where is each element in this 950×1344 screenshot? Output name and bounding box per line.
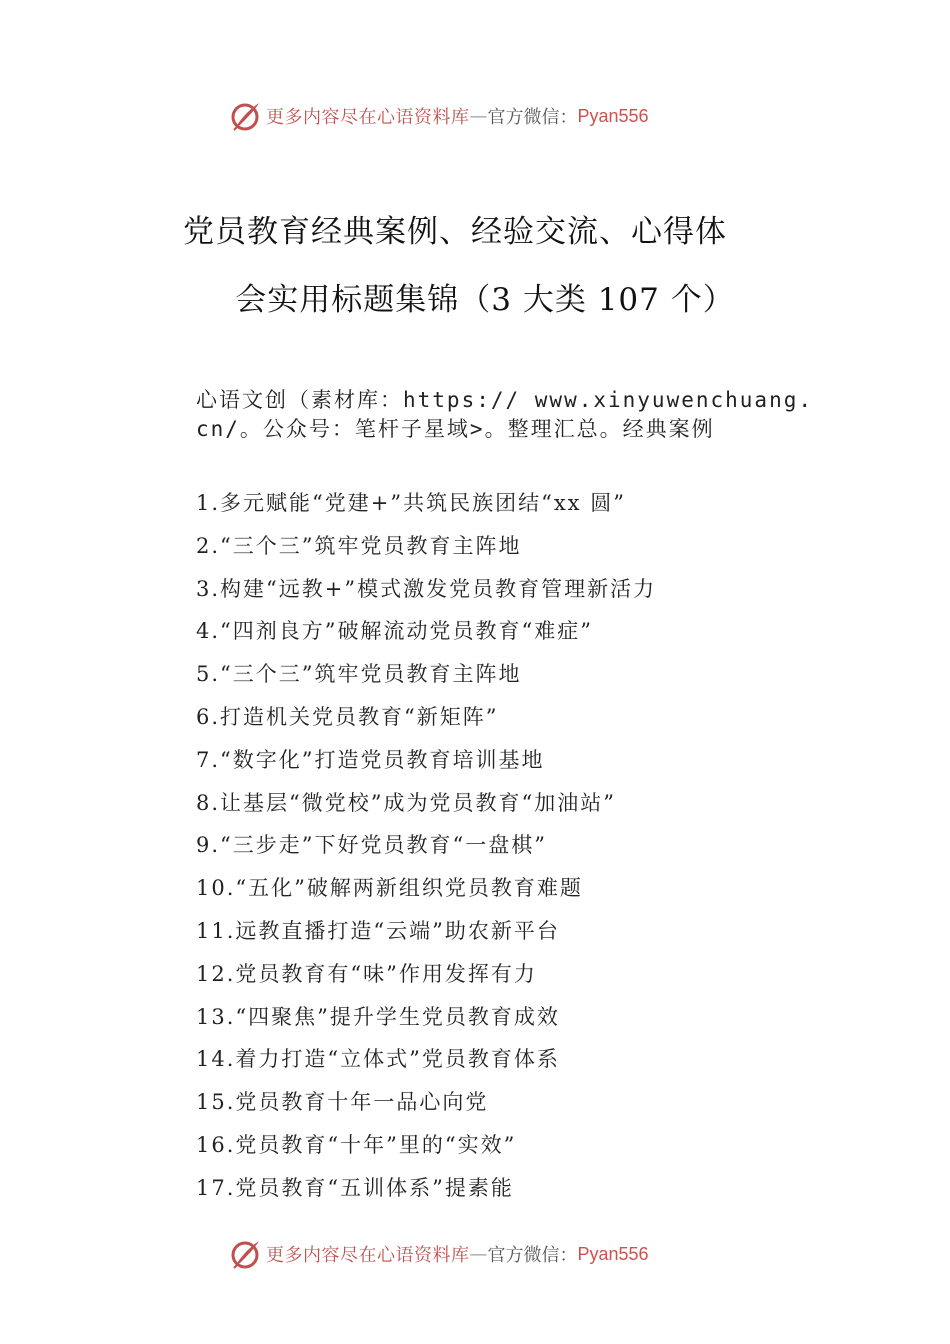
list-item: 9.“三步走”下好党员教育“一盘棋” <box>196 833 547 858</box>
list-item: 3.构建“远教+”模式激发党员教育管理新活力 <box>196 576 657 601</box>
list-item: 16.党员教育“十年”里的“实效” <box>196 1132 517 1157</box>
quill-logo-icon <box>228 1237 262 1271</box>
banner-wechat-id: Pyan556 <box>577 105 649 126</box>
document-title-line1: 党员教育经典案例、经验交流、心得体 <box>183 214 727 250</box>
title-list <box>196 482 656 1210</box>
quill-logo-icon <box>228 99 262 133</box>
header-watermark-banner <box>228 98 649 134</box>
list-item: 11.远教直播打造“云端”助农新平台 <box>196 918 560 943</box>
banner-dash: — <box>469 1243 488 1265</box>
list-item: 14.着力打造“立体式”党员教育体系 <box>196 1047 560 1072</box>
list-item: 6.打造机关党员教育“新矩阵” <box>196 704 499 729</box>
list-item: 4.“四剂良方”破解流动党员教育“难症” <box>196 619 593 644</box>
list-item: 8.让基层“微党校”成为党员教育“加油站” <box>196 790 616 815</box>
list-item: 1.多元赋能“党建+”共筑民族团结“xx 圆” <box>196 491 626 515</box>
list-item: 15.党员教育十年一品心向党 <box>196 1090 489 1115</box>
list-item: 13.“四聚焦”提升学生党员教育成效 <box>196 1004 560 1029</box>
banner-wechat-label: 官方微信： <box>487 107 578 128</box>
banner-dash: — <box>469 105 488 127</box>
banner-text: 更多内容尽在心语资料库 <box>266 107 470 128</box>
list-item: 10.“五化”破解两新组织党员教育难题 <box>196 876 583 901</box>
intro-paragraph: 心语文创（素材库：https:// www.xinyuwenchuang.cn/。公众号：笔杆子星域>。整理汇总。经典案例 <box>196 388 814 441</box>
banner-text: 更多内容尽在心语资料库 <box>266 1245 470 1266</box>
list-item: 7.“数字化”打造党员教育培训基地 <box>196 747 545 772</box>
list-item: 5.“三个三”筑牢党员教育主阵地 <box>196 662 522 687</box>
document-title-line2: 会实用标题集锦（3 大类 107 个） <box>235 282 735 318</box>
list-item: 12.党员教育有“味”作用发挥有力 <box>196 961 537 986</box>
banner-wechat-id: Pyan556 <box>577 1243 649 1264</box>
list-item: 17.党员教育“五训体系”提素能 <box>196 1175 514 1200</box>
banner-wechat-label: 官方微信： <box>487 1245 578 1266</box>
footer-watermark-banner <box>228 1236 649 1272</box>
list-item: 2.“三个三”筑牢党员教育主阵地 <box>196 533 522 558</box>
